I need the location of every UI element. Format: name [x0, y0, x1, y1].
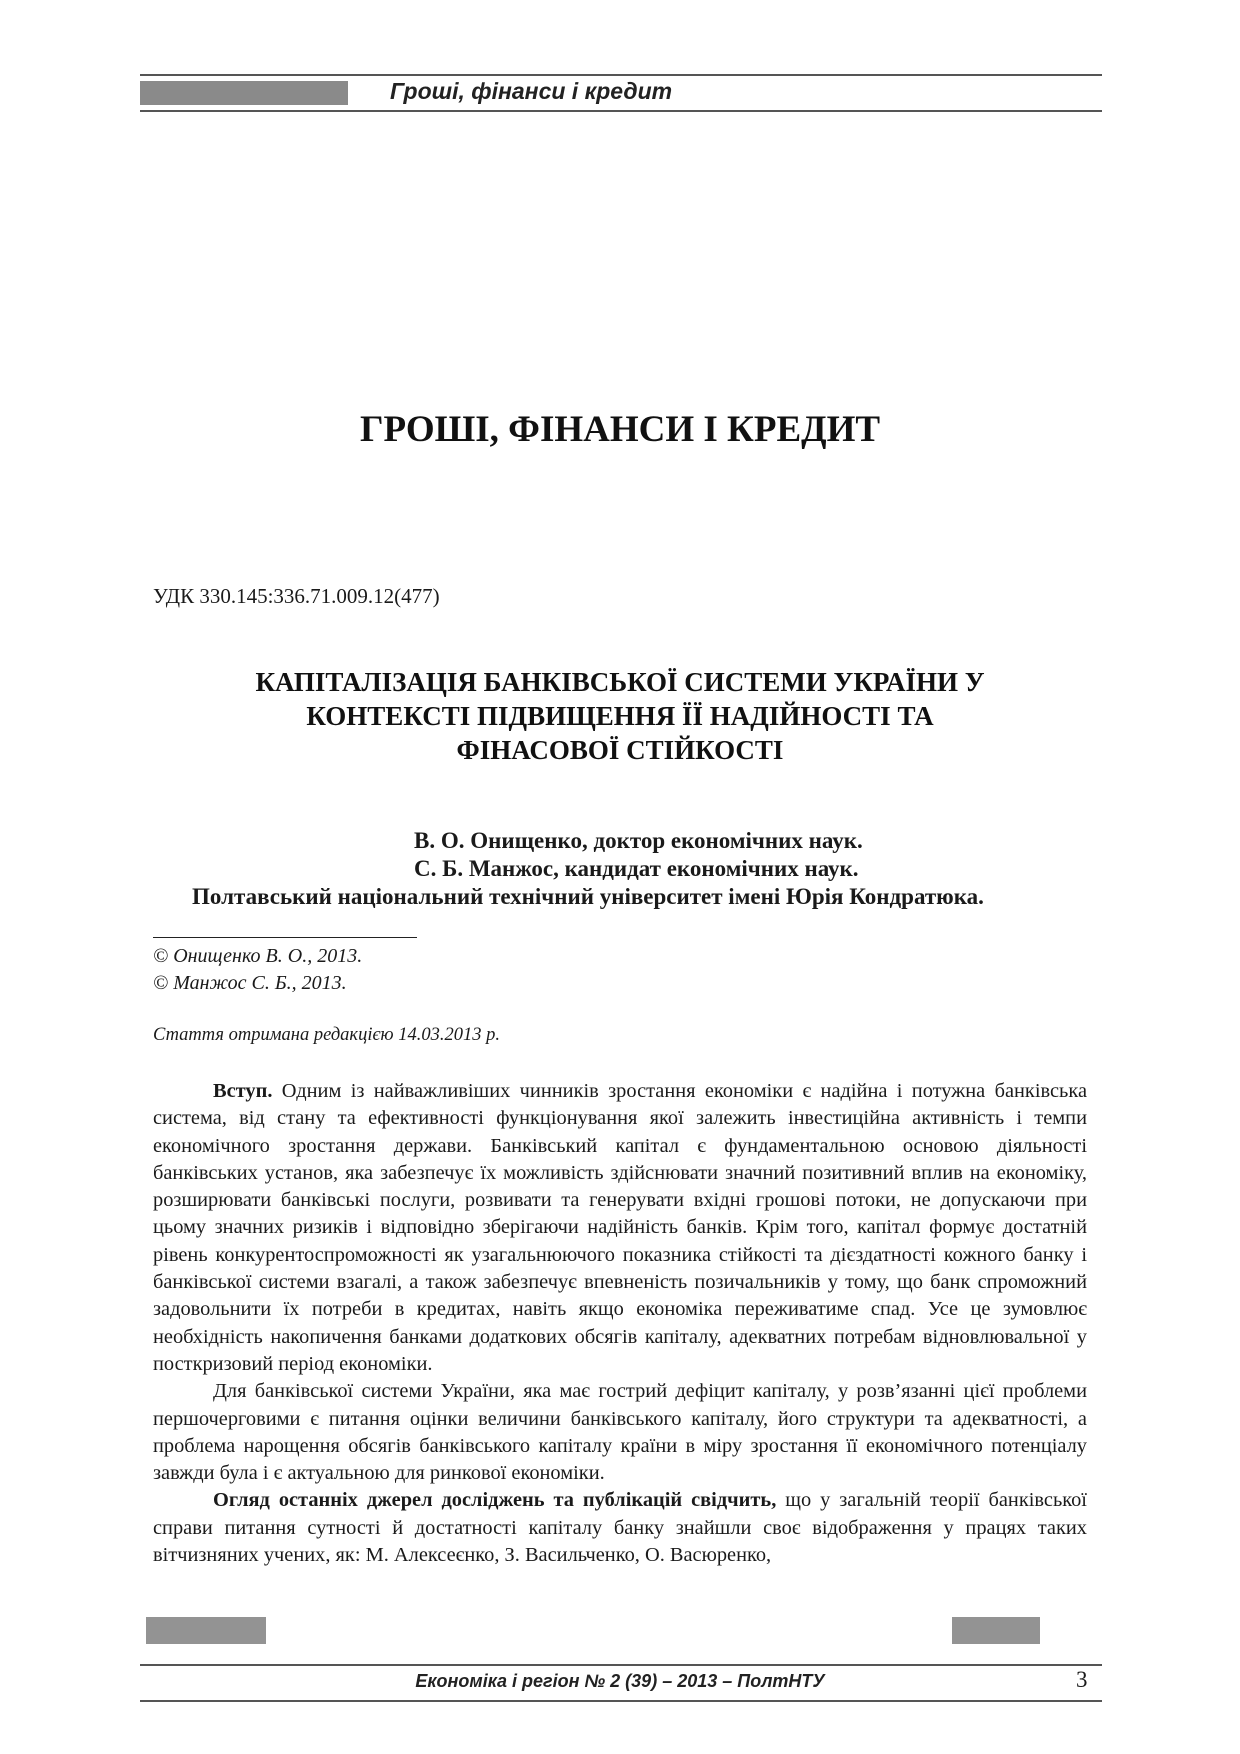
header-grey-bar	[140, 81, 348, 105]
article-body	[153, 1078, 1087, 1569]
paragraph-lead: Огляд останніх джерел досліджень та публікацій свідчить,	[213, 1489, 777, 1512]
footnote-rule	[153, 937, 417, 938]
author-affiliation: Полтавський національний технічний університет імені Юрія Кондратюка.	[192, 884, 984, 909]
paragraph-text: Одним із найважливіших чинників зростання економіки є надійна і потужна банківська система, від стану та ефективності функціонування якої залежить інвестиційна активність і темпи економічного зростання держави. Банківський капітал є фундаментальною основою діяльності банківських установ, яка забезпечує їх можливість здійснювати значний позитивний вплив на економіку, розширювати банківські послуги, розвивати та генерувати вхідні грошові потоки, не допускаючи при цьому значних ризиків і відповідно зберігаючи надійність банків. Крім того, капітал формує достатній рівень конкурентоспроможності як узагальнюючого показника стійкості та дієздатності кожного банку і банківської системи взагалі, а також забезпечує впевненість позичальників у тому, що банк спроможний задовольнити їх потреби в кредитах, навіть якщо економіка переживатиме спад. Усе це зумовлює необхідність накопичення банками додаткових обсягів капіталу, адекватних потребам відновлювальної у посткризовий період економіки.	[153, 1080, 1087, 1375]
footer-rule-bottom	[140, 1700, 1102, 1702]
received-date: Стаття отримана редакцією 14.03.2013 р.	[153, 1025, 500, 1045]
section-title: ГРОШІ, ФІНАНСИ І КРЕДИТ	[359, 409, 881, 450]
paragraph-review	[153, 1487, 1087, 1569]
running-header-title: Гроші, фінанси і кредит	[390, 78, 673, 104]
header-rule-bottom	[140, 110, 1102, 112]
article-title-line: КОНТЕКСТІ ПІДВИЩЕННЯ ЇЇ НАДІЙНОСТІ ТА	[306, 701, 934, 731]
paragraph-text: що у загальній теорії банківської справи питання сутності й достатності капіталу банку знайшли своє відображення у працях таких вітчизняних учених, як: М. Алексеєнко, З. Васильченко, О. Васюренко,	[153, 1489, 1087, 1567]
author-onyshchenko: В. О. Онищенко, доктор економічних наук.	[414, 828, 863, 853]
journal-footer: Економіка і регіон № 2 (39) – 2013 – ПолтНТУ	[415, 1671, 825, 1691]
paragraph-introduction	[153, 1078, 1087, 1378]
copyright-line: © Онищенко В. О., 2013.	[153, 945, 363, 967]
article-title-line: ФІНАСОВОЇ СТІЙКОСТІ	[456, 735, 784, 765]
header-rule-top	[140, 74, 1102, 76]
footer-rule-top	[140, 1664, 1102, 1666]
article-title	[160, 665, 1080, 767]
grey-block-right	[952, 1617, 1040, 1644]
udc-code: УДК 330.145:336.71.009.12(477)	[153, 584, 440, 608]
grey-block-left	[146, 1617, 266, 1644]
author-manzhos: С. Б. Манжос, кандидат економічних наук.	[414, 856, 859, 881]
copyright-line: © Манжос С. Б., 2013.	[153, 972, 347, 994]
page-number: 3	[1076, 1667, 1088, 1692]
paragraph-deficit: Для банківської системи України, яка має гострий дефіцит капіталу, у розв’язанні цієї проблеми першочерговими є питання оцінки величини банківського капіталу, його структури та адекватності, а проблема нарощення обсягів банківського капіталу країни в міру зростання її економічного потенціалу завжди була і є актуальною для ринкової економіки.	[153, 1380, 1087, 1485]
paragraph-lead: Вступ.	[213, 1080, 273, 1102]
article-title-line: КАПІТАЛІЗАЦІЯ БАНКІВСЬКОЇ СИСТЕМИ УКРАЇНИ У	[255, 667, 985, 697]
